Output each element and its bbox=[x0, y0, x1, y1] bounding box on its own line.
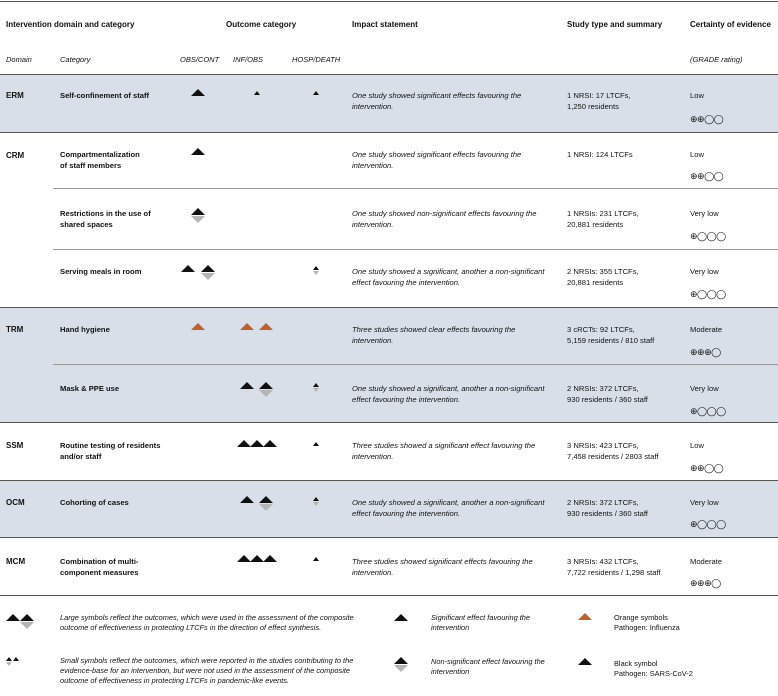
sig-large-triangle bbox=[250, 440, 264, 447]
study-line: 7,722 residents / 1,298 staff bbox=[567, 568, 661, 577]
sig-large-triangle bbox=[237, 555, 251, 562]
study-line: 20,881 residents bbox=[567, 278, 624, 287]
study-line: 3 NRSIs: 432 LTCFs, bbox=[567, 557, 639, 566]
grade-rating: ⊕◯◯◯ bbox=[690, 406, 726, 416]
category-line: shared spaces bbox=[60, 220, 113, 229]
nonsig-large-triangle-down bbox=[191, 216, 205, 223]
category-line: component measures bbox=[60, 568, 139, 577]
row-rule bbox=[0, 537, 778, 538]
study-line: 3 NRSIs: 423 LTCFs, bbox=[567, 441, 639, 450]
sig-large-triangle-influenza bbox=[259, 323, 273, 330]
study-summary bbox=[567, 497, 648, 519]
nonsig-large-triangle-up bbox=[191, 208, 205, 215]
legend-nonsig-triangle-up bbox=[394, 657, 408, 664]
legend-nonsig-label: Non-significant effect favouring the intervention bbox=[431, 657, 545, 676]
category-line: Routine testing of residents bbox=[60, 441, 161, 450]
impact-statement: One study showed significant effects favouring the intervention. bbox=[352, 91, 522, 111]
study-line: 2 NRSIs: 372 LTCFs, bbox=[567, 384, 639, 393]
subheader-category: Category bbox=[60, 55, 91, 64]
legend-small-triangle bbox=[13, 657, 19, 661]
nonsig-small-triangle-up bbox=[313, 383, 319, 387]
grade-rating: ⊕◯◯◯ bbox=[690, 519, 726, 529]
row-rule bbox=[53, 188, 778, 189]
sig-large-triangle bbox=[240, 382, 254, 389]
certainty-level: Very low bbox=[690, 498, 719, 507]
row-rule bbox=[53, 364, 778, 365]
legend-sig-triangle bbox=[394, 614, 408, 621]
header-certainty: Certainty of evidence bbox=[690, 20, 771, 29]
impact-statement: One study showed significant effects favouring the intervention. bbox=[352, 150, 522, 170]
domain-ssm: SSM bbox=[6, 441, 24, 450]
nonsig-small-triangle-up bbox=[313, 497, 319, 501]
impact-statement: One study showed a significant, another a non-significant effect favouring the intervention. bbox=[352, 498, 545, 518]
sig-large-triangle-influenza bbox=[191, 323, 205, 330]
nonsig-large-triangle-up bbox=[201, 265, 215, 272]
grade-rating: ⊕⊕⊕◯ bbox=[690, 578, 721, 588]
study-summary bbox=[567, 208, 639, 230]
sig-large-triangle bbox=[263, 440, 277, 447]
impact-statement: Three studies showed a significant effect favouring the intervention. bbox=[352, 441, 536, 461]
sig-large-triangle bbox=[250, 555, 264, 562]
grade-rating: ⊕⊕◯◯ bbox=[690, 114, 724, 124]
sig-small-triangle bbox=[313, 442, 319, 446]
study-line: 5,159 residents / 810 staff bbox=[567, 336, 655, 345]
sig-small-triangle bbox=[313, 91, 319, 95]
certainty-level: Low bbox=[690, 150, 704, 159]
certainty-level: Moderate bbox=[690, 557, 723, 566]
subheader-grade: (GRADE rating) bbox=[690, 55, 743, 64]
impact-statement: One study showed a significant, another a non-significant effect favouring the intervention. bbox=[352, 384, 545, 404]
nonsig-small-triangle-down bbox=[313, 388, 319, 392]
row-rule bbox=[0, 422, 778, 423]
domain-mcm: MCM bbox=[6, 557, 26, 566]
study-line: 20,881 residents bbox=[567, 220, 624, 229]
domain-trm: TRM bbox=[6, 325, 24, 334]
sig-small-triangle bbox=[254, 91, 260, 95]
legend-nonsig-large-triangle-down bbox=[20, 622, 34, 629]
certainty-level: Very low bbox=[690, 267, 719, 276]
category-line: of staff members bbox=[60, 161, 122, 170]
top-rule bbox=[0, 1, 778, 2]
legend-black-label bbox=[614, 659, 693, 679]
legend-orange-line: Pathogen: Influenza bbox=[614, 623, 680, 632]
legend-sig-label: Significant effect favouring the intervention bbox=[431, 613, 531, 632]
study-line: 1 NRSIs: 231 LTCFs, bbox=[567, 209, 639, 218]
subheader-obs-cont: OBS/CONT bbox=[180, 55, 220, 64]
category-restrictions bbox=[60, 208, 151, 230]
study-line: 1 NRSI: 17 LTCFs, bbox=[567, 91, 631, 100]
legend-orange-line: Orange symbols bbox=[614, 613, 668, 622]
study-line: 2 NRSIs: 372 LTCFs, bbox=[567, 498, 639, 507]
category-self-confinement: Self-confinement of staff bbox=[60, 91, 150, 100]
study-line: 1,250 residents bbox=[567, 102, 619, 111]
certainty-level: Moderate bbox=[690, 325, 723, 334]
category-line: and/or staff bbox=[60, 452, 102, 461]
certainty-level: Very low bbox=[690, 209, 719, 218]
legend-orange-triangle bbox=[578, 613, 592, 620]
study-line: 2 NRSIs: 355 LTCFs, bbox=[567, 267, 639, 276]
category-serving-meals: Serving meals in room bbox=[60, 267, 142, 276]
legend-sig-large-triangle bbox=[6, 614, 20, 621]
study-summary bbox=[567, 90, 631, 112]
study-summary bbox=[567, 383, 648, 405]
nonsig-small-triangle-down bbox=[313, 271, 319, 275]
domain-ocm: OCM bbox=[6, 498, 25, 507]
domain-crm: CRM bbox=[6, 151, 25, 160]
category-routine-testing bbox=[60, 440, 160, 462]
category-line: Compartmentalization bbox=[60, 150, 140, 159]
legend-nonsig-triangle-down bbox=[394, 665, 408, 672]
impact-statement: Three studies showed significant effects favouring the intervention. bbox=[352, 557, 533, 577]
grade-rating: ⊕⊕◯◯ bbox=[690, 463, 724, 473]
sig-large-triangle bbox=[237, 440, 251, 447]
category-compartmentalization bbox=[60, 149, 140, 171]
header-outcome: Outcome category bbox=[226, 20, 297, 29]
nonsig-large-triangle-up bbox=[259, 382, 273, 389]
header-impact: Impact statement bbox=[352, 20, 418, 29]
grade-rating: ⊕⊕⊕◯ bbox=[690, 347, 721, 357]
study-line: 3 cRCTs: 92 LTCFs, bbox=[567, 325, 635, 334]
sig-large-triangle bbox=[240, 496, 254, 503]
legend-nonsig-large-triangle-up bbox=[20, 614, 34, 621]
legend-black-line: Black symbol bbox=[614, 659, 658, 668]
certainty-level: Very low bbox=[690, 384, 719, 393]
category-line: Restrictions in the use of bbox=[60, 209, 151, 218]
subheader-hosp-death: HOSP/DEATH bbox=[292, 55, 341, 64]
category-multi-component bbox=[60, 556, 139, 578]
nonsig-large-triangle-up bbox=[259, 496, 273, 503]
certainty-level: Low bbox=[690, 441, 704, 450]
category-hand-hygiene: Hand hygiene bbox=[60, 325, 110, 334]
study-line: 7,458 residents / 2803 staff bbox=[567, 452, 659, 461]
grade-rating: ⊕◯◯◯ bbox=[690, 289, 726, 299]
row-rule bbox=[53, 249, 778, 250]
nonsig-large-triangle-down bbox=[259, 390, 273, 397]
grade-rating: ⊕⊕◯◯ bbox=[690, 171, 724, 181]
category-cohorting: Cohorting of cases bbox=[60, 498, 129, 507]
category-line: Combination of multi- bbox=[60, 557, 139, 566]
study-line: 930 residents / 360 staff bbox=[567, 509, 648, 518]
header-study: Study type and summary bbox=[567, 20, 663, 29]
sig-large-triangle bbox=[263, 555, 277, 562]
sig-large-triangle-influenza bbox=[240, 323, 254, 330]
impact-statement: One study showed a significant, another a non-significant effect favouring the intervention. bbox=[352, 267, 545, 287]
certainty-level: Low bbox=[690, 91, 704, 100]
legend-small-symbols: Small symbols reflect the outcomes, which were reported in the studies contributing to the evidence-base for an intervention, but were not used in the assessment of the composite outcome of effectiveness in protecting LTCFs in pandemic-like events. bbox=[60, 656, 354, 685]
category-mask-ppe: Mask & PPE use bbox=[60, 384, 120, 393]
nonsig-large-triangle-down bbox=[201, 273, 215, 280]
row-rule bbox=[0, 132, 778, 133]
study-line: 930 residents / 360 staff bbox=[567, 395, 648, 404]
legend-black-triangle bbox=[578, 658, 592, 665]
sig-large-triangle bbox=[181, 265, 195, 272]
sig-large-triangle bbox=[191, 89, 205, 96]
nonsig-small-triangle-up bbox=[313, 266, 319, 270]
study-summary bbox=[567, 266, 639, 288]
grade-rating: ⊕◯◯◯ bbox=[690, 231, 726, 241]
nonsig-large-triangle-down bbox=[259, 504, 273, 511]
study-summary bbox=[567, 556, 661, 578]
header-rule bbox=[0, 74, 778, 75]
sig-small-triangle bbox=[313, 557, 319, 561]
legend-small-triangle-down bbox=[6, 662, 12, 666]
subheader-domain: Domain bbox=[6, 55, 32, 64]
study-summary bbox=[567, 149, 633, 160]
row-rule bbox=[0, 480, 778, 481]
impact-statement: Three studies showed clear effects favouring the intervention. bbox=[352, 325, 516, 345]
subheader-inf-obs: INF/OBS bbox=[233, 55, 264, 64]
legend-orange-label bbox=[614, 613, 680, 633]
study-summary bbox=[567, 440, 658, 462]
legend-black-line: Pathogen: SARS-CoV-2 bbox=[614, 669, 693, 678]
domain-erm: ERM bbox=[6, 91, 24, 100]
sig-large-triangle bbox=[191, 148, 205, 155]
legend-small-triangle-up bbox=[6, 657, 12, 661]
header-intervention: Intervention domain and category bbox=[6, 20, 135, 29]
study-summary bbox=[567, 324, 654, 346]
legend-large-symbols: Large symbols reflect the outcomes, which were used in the assessment of the composite outcome of effectiveness in protecting LTCFs in the direction of effect synthesis. bbox=[60, 613, 354, 632]
nonsig-small-triangle-down bbox=[313, 502, 319, 506]
table-bottom-rule bbox=[0, 595, 778, 596]
impact-statement: One study showed non-significant effects favouring the intervention. bbox=[352, 209, 537, 229]
study-line: 1 NRSI: 124 LTCFs bbox=[567, 150, 633, 159]
row-rule bbox=[0, 307, 778, 308]
